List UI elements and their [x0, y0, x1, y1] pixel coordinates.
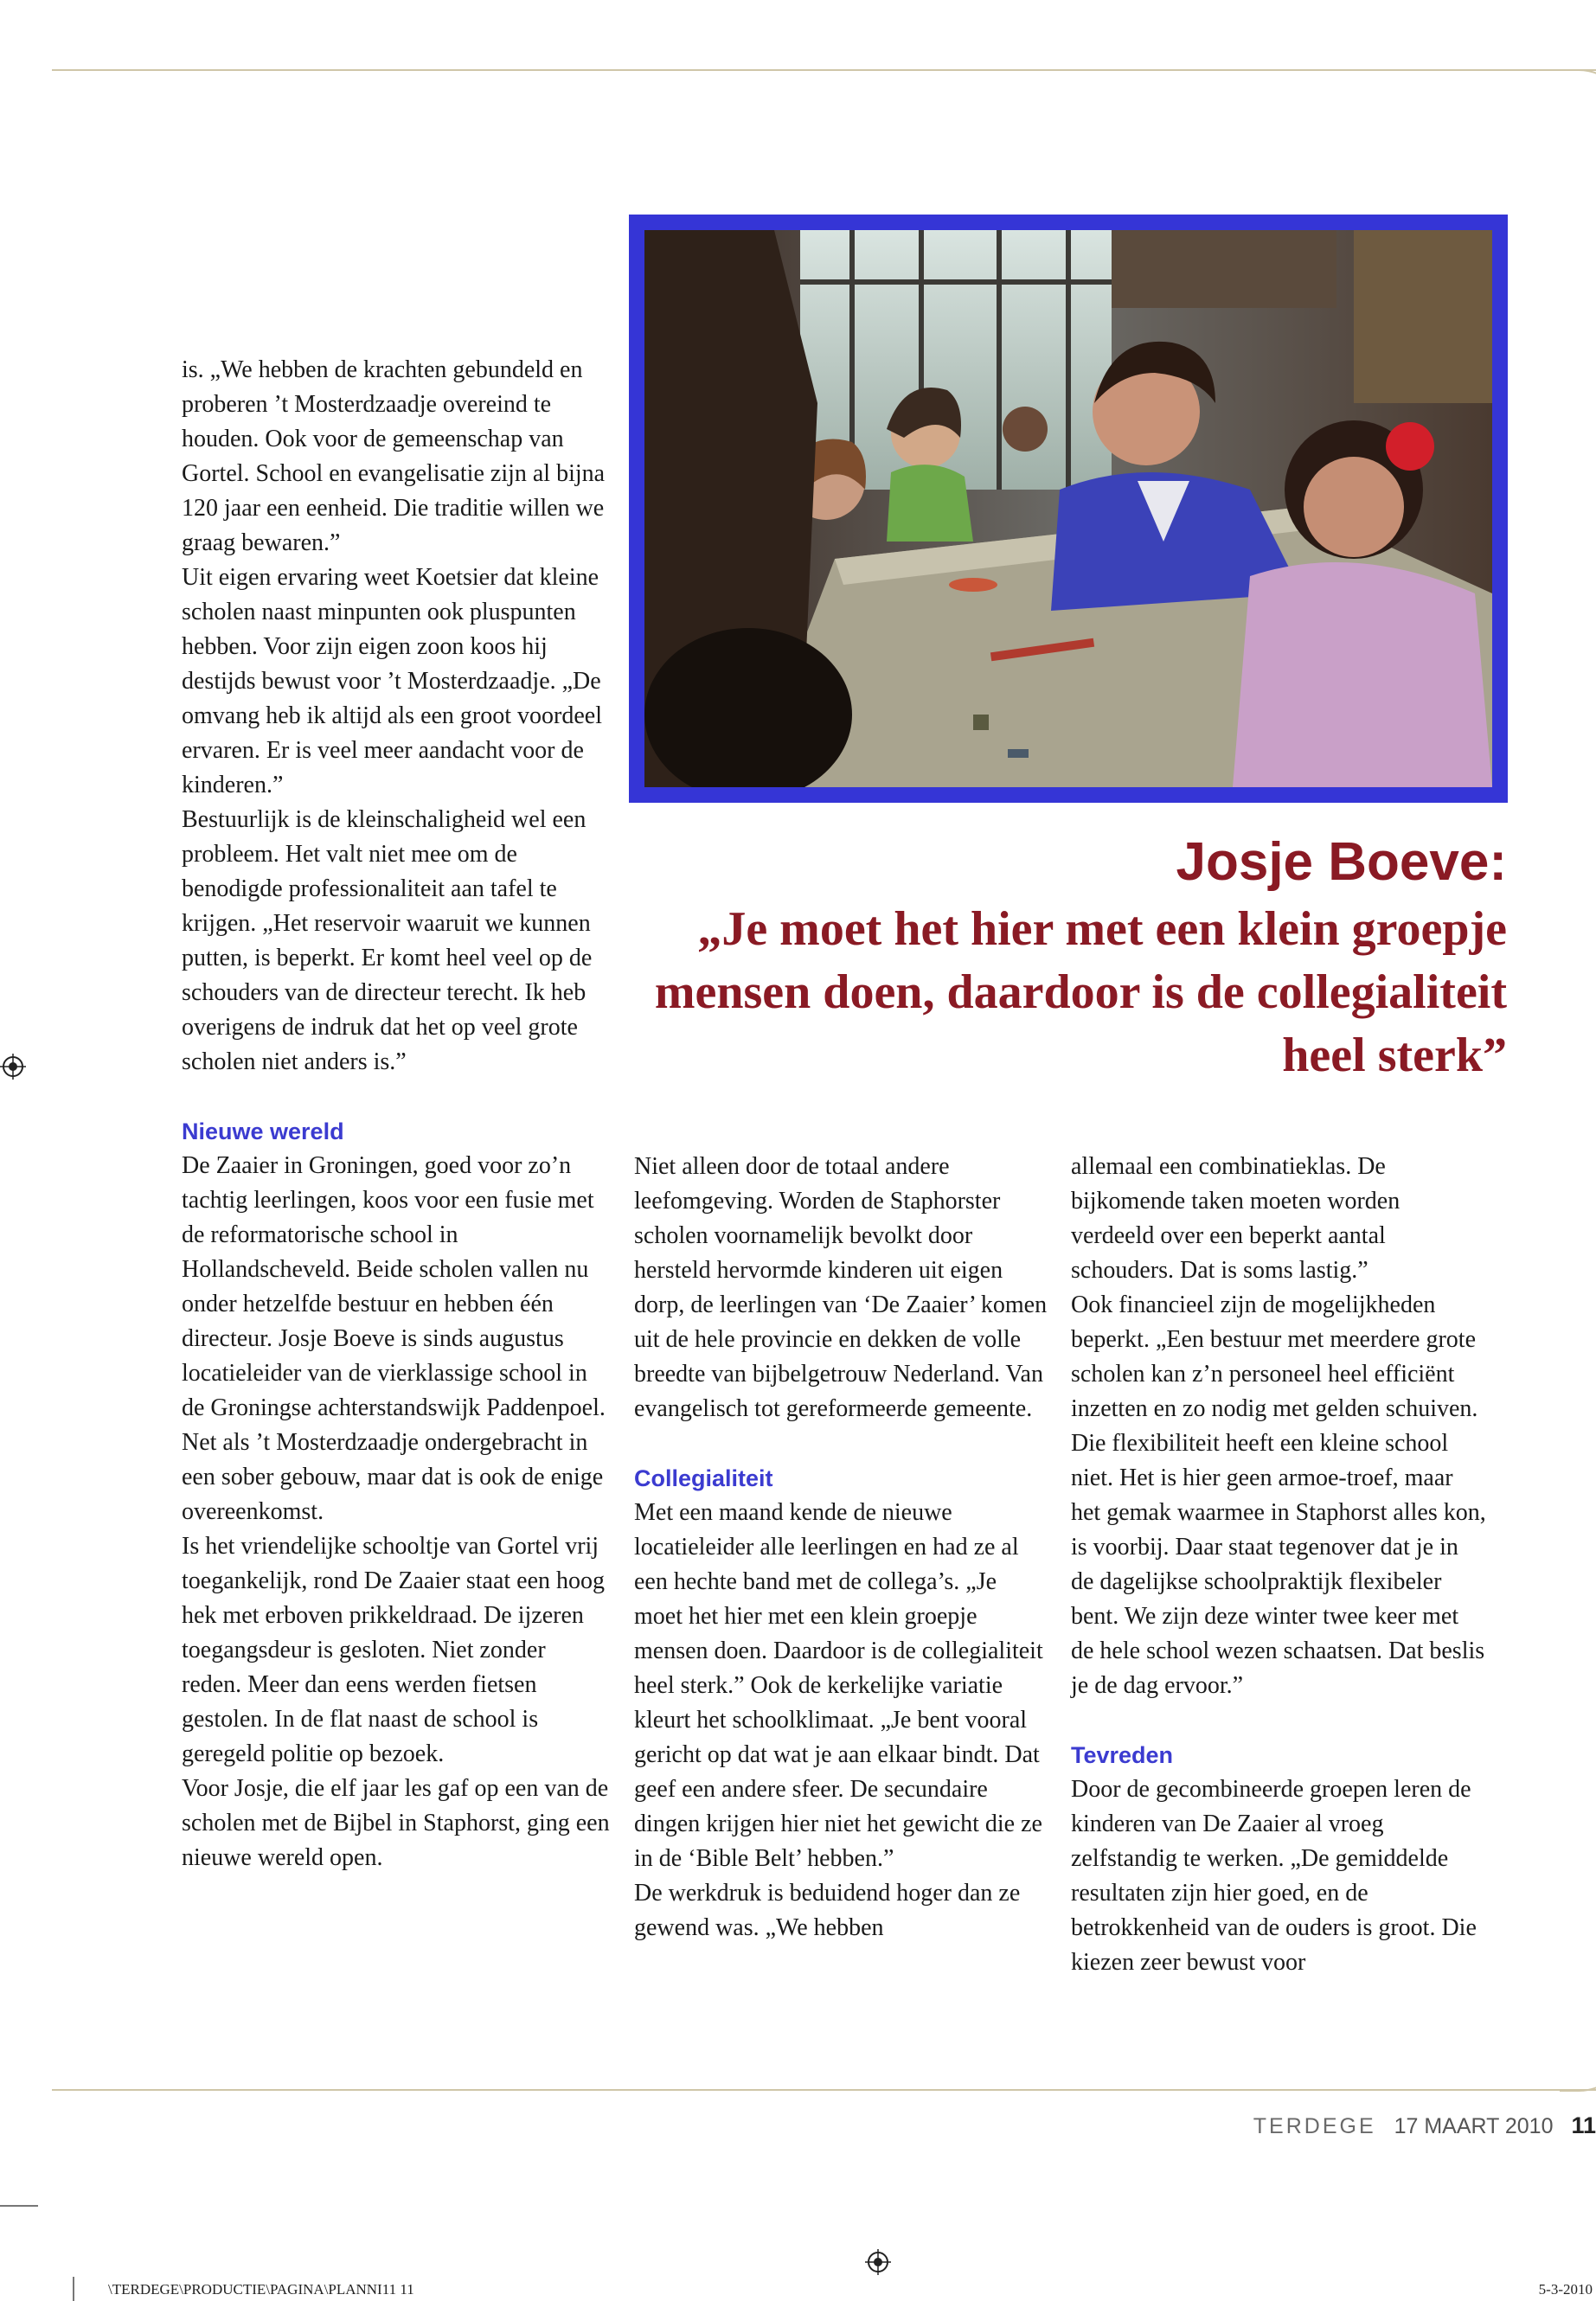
print-slug-path: \TERDEGE\PRODUCTIE\PAGINA\PLANNI11 11: [108, 2281, 414, 2298]
paragraph: De werkdruk is beduidend hoger dan ze gewend was. „We hebben: [634, 1880, 1021, 1941]
paragraph: Voor Josje, die elf jaar les gaf op een van de scholen met de Bijbel in Staphorst, ging een nieuwe wereld open.: [182, 1775, 610, 1871]
article-column-2: [634, 1150, 1049, 1945]
article-column-3: [1071, 1150, 1486, 1980]
article-column-1: [182, 353, 610, 1875]
bottom-trim-corner: [1560, 2024, 1596, 2092]
bottom-trim-line: [52, 2089, 1596, 2091]
paragraph: De Zaaier in Groningen, goed voor zo’n tachtig leerlingen, koos voor een fusie met de reformatorische school in Hollandscheveld. Beide scholen vallen nu onder hetzelfde bestuur en hebben één directeur. Josje Boeve is sinds augustus locatieleider van de vierklassige school in de Groningse achterstandswijk Paddenpoel. Net als ’t Mosterdzaadje ondergebracht in een sober gebouw, maar dat is ook de enige overeenkomst.: [182, 1152, 606, 1525]
paragraph: Is het vriendelijke schooltje van Gortel vrij toegankelijk, rond De Zaaier staat een hoog hek met erboven prikkeldraad. De ijzeren toegangsdeur is gesloten. Niet zonder reden. Meer dan eens werden fietsen gestolen. In de flat naast de school is geregeld politie op bezoek.: [182, 1533, 606, 1767]
crop-mark: [0, 2205, 38, 2207]
quote-attribution: Josje Boeve:: [1176, 832, 1507, 892]
paragraph: is. „We hebben de krachten gebundeld en proberen ’t Mosterdzaadje overeind te houden. Ook voor de gemeenschap van Gortel. School en evangelisatie zijn al bijna 120 jaar een eenheid. Die traditie willen we graag bewaren.”: [182, 356, 606, 556]
page-number: 11: [1571, 2112, 1596, 2138]
pull-quote: „Je moet het hier met een klein groepje mensen doen, daardoor is de collegialiteit heel sterk”: [654, 902, 1507, 1082]
paragraph: Ook financieel zijn de mogelijkheden beperkt. „Een bestuur met meerdere grote scholen kan z’n personeel heel efficiënt inzetten en zo nodig met gelden schuiven. Die flexibiliteit heeft een kleine school niet. Het is hier geen armoe-troef, maar het gemak waarmee in Staphorst alles kon, is voorbij. Daar staat tegenover dat je in de dagelijkse schoolpraktijk flexibeler bent. We zijn deze winter twee keer met de hele school wezen schaatsen. Dat beslis je de dag ervoor.”: [1071, 1292, 1486, 1699]
paragraph: Met een maand kende de nieuwe locatieleider alle leerlingen en had ze al een hechte band met de collega’s. „Je moet het hier met een klein groepje mensen doen. Daardoor is de collegialiteit heel sterk.” Ook de kerkelijke variatie kleurt het schoolklimaat. „Je bent vooral gericht op dat wat je aan elkaar bindt. Dat geef een andere sfeer. De secundaire dingen krijgen hier niet het gewicht die ze in de ‘Bible Belt’ hebben.”: [634, 1499, 1043, 1872]
crop-mark: [73, 2277, 74, 2301]
paragraph: Bestuurlijk is de kleinschaligheid wel een probleem. Het valt niet mee om de benodigde professionaliteit aan tafel te krijgen. „Het reservoir waaruit we kunnen putten, is beperkt. Er komt heel veel op de schouders van de directeur terecht. Ik heb overigens de indruk dat het op veel grote scholen niet anders is.”: [182, 806, 593, 1075]
subheading-nieuwe-wereld: Nieuwe wereld: [182, 1118, 344, 1144]
top-trim-corner: [1560, 69, 1596, 140]
subheading-tevreden: Tevreden: [1071, 1742, 1174, 1768]
paragraph: Niet alleen door de totaal andere leefomgeving. Worden de Staphorster scholen voornamelijk bevolkt door hersteld hervormde kinderen uit eigen dorp, de leerlingen van ‘De Zaaier’ komen uit de hele provincie en dekken de volle breedte van bijbelgetrouw Nederland. Van evangelisch tot gereformeerde gemeente.: [634, 1153, 1048, 1422]
registration-mark-icon: [0, 1054, 26, 1080]
registration-mark-icon: [865, 2249, 891, 2275]
print-slug-date: 5-3-2010: [1538, 2281, 1593, 2298]
paragraph: allemaal een combinatieklas. De bijkomende taken moeten worden verdeeld over een beperkt aantal schouders. Dat is soms lastig.”: [1071, 1153, 1401, 1284]
page-footer: [1253, 2112, 1596, 2139]
magazine-name: TERDEGE: [1253, 2114, 1376, 2138]
photo-frame: [629, 215, 1508, 803]
paragraph: Uit eigen ervaring weet Koetsier dat kleine scholen naast minpunten ook pluspunten hebben. Voor zijn eigen zoon koos hij destijds bewust voor ’t Mosterdzaadje. „De omvang heb ik altijd als een groot voordeel ervaren. Er is veel meer aandacht voor de kinderen.”: [182, 564, 602, 798]
subheading-collegialiteit: Collegialiteit: [634, 1465, 773, 1491]
top-trim-line: [52, 69, 1596, 71]
issue-date: 17 MAART 2010: [1394, 2114, 1554, 2138]
classroom-photo: [644, 230, 1492, 787]
paragraph: Door de gecombineerde groepen leren de kinderen van De Zaaier al vroeg zelfstandig te werken. „De gemiddelde resultaten zijn hier goed, en de betrokkenheid van de ouders is groot. Die kiezen zeer bewust voor: [1071, 1776, 1477, 1976]
